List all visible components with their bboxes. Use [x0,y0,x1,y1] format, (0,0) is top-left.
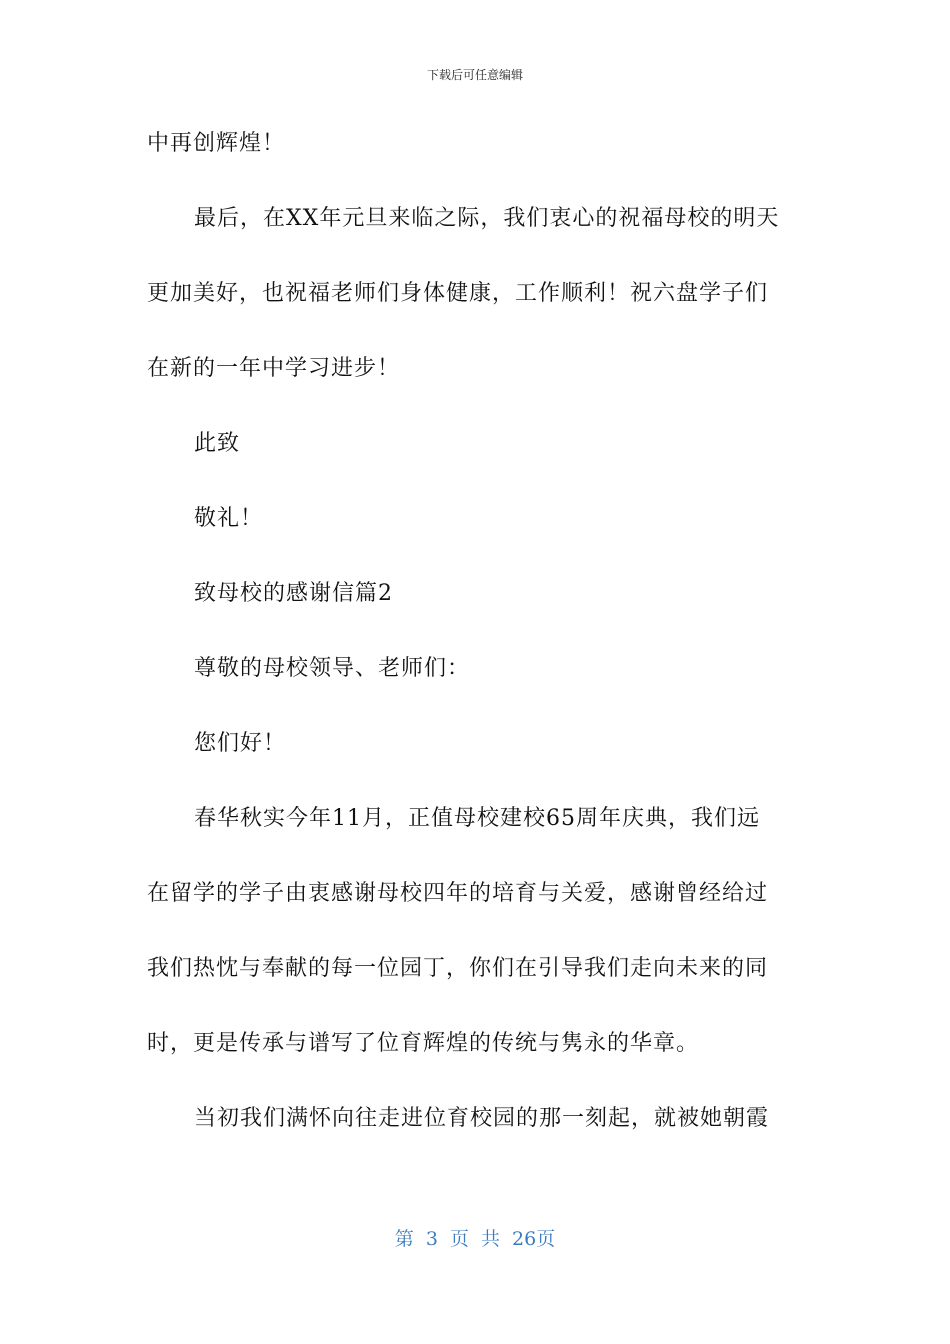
paragraph-line: 在留学的学子由衷感谢母校四年的培育与关爱，感谢曾经给过 [147,881,769,906]
paragraph-line: 最后，在XX年元旦来临之际，我们衷心的祝福母校的明天 [194,206,780,231]
document-body [147,118,807,1168]
paragraph-line: 更加美好，也祝福老师们身体健康，工作顺利！祝六盘学子们 [147,281,769,306]
greeting: 您们好！ [194,731,287,756]
paragraph-line: 时，更是传承与谱写了位育辉煌的传统与隽永的华章。 [147,1031,700,1056]
page-number-footer: 第 3 页 共 26页 [394,1228,556,1250]
closing-respect: 敬礼！ [194,506,264,531]
letter-salutation: 尊敬的母校领导、老师们： [194,656,471,681]
paragraph-line: 在新的一年中学习进步！ [147,356,401,381]
paragraph-line: 我们热忱与奉献的每一位园丁，你们在引导我们走向未来的同 [147,956,769,981]
paragraph-line: 春华秋实今年11月，正值母校建校65周年庆典，我们远 [194,806,760,831]
paragraph-line: 中再创辉煌！ [147,131,286,156]
page-header: 下载后可任意编辑 [426,68,523,82]
paragraph-line: 当初我们满怀向往走进位育校园的那一刻起，就被她朝霞 [194,1106,770,1131]
section-title: 致母校的感谢信篇2 [194,581,393,606]
closing-salutation: 此致 [194,431,241,456]
